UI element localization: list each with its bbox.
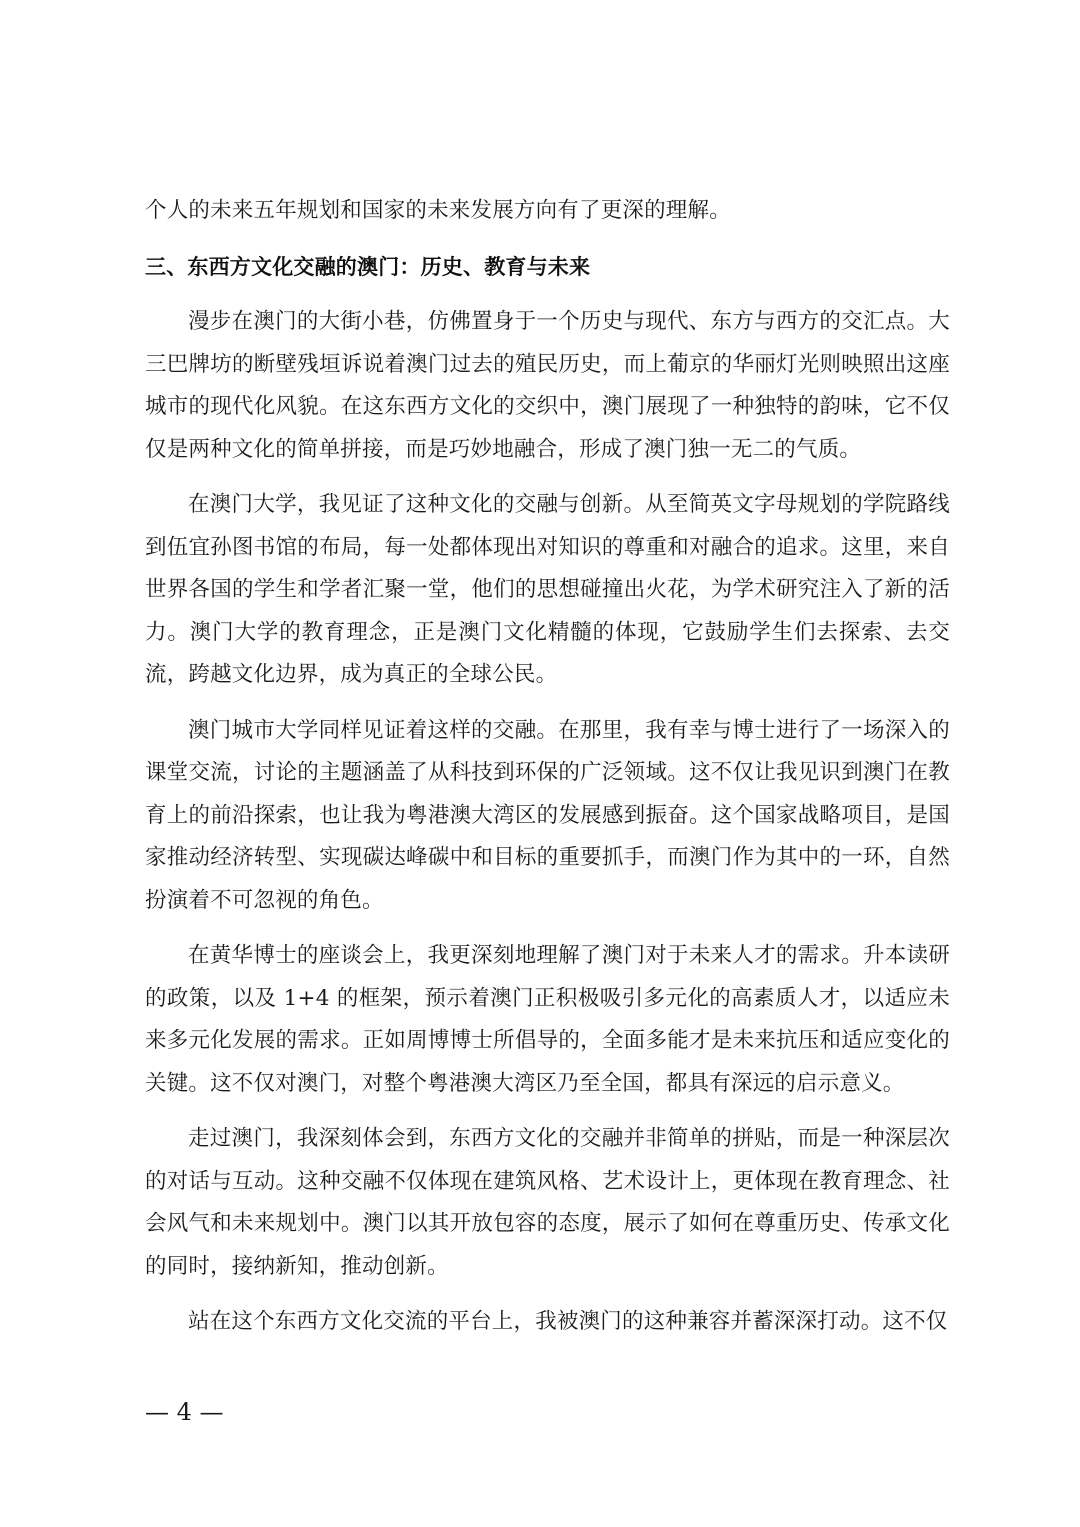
document-body	[145, 190, 950, 1357]
paragraph-1: 漫步在澳门的大街小巷，仿佛置身于一个历史与现代、东方与西方的交汇点。大三巴牌坊的断壁残垣诉说着澳门过去的殖民历史，而上葡京的华丽灯光则映照出这座城市的现代化风貌。在这东西方文化的交织中，澳门展现了一种独特的韵味，它不仅仅是两种文化的简单拼接，而是巧妙地融合，形成了澳门独一无二的气质。	[145, 309, 950, 462]
paragraph-3: 澳门城市大学同样见证着这样的交融。在那里，我有幸与博士进行了一场深入的课堂交流，讨论的主题涵盖了从科技到环保的广泛领域。这不仅让我见识到澳门在教育上的前沿探索，也让我为粤港澳大湾区的发展感到振奋。这个国家战略项目，是国家推动经济转型、实现碳达峰碳中和目标的重要抓手，而澳门作为其中的一环，自然扮演着不可忽视的角色。	[145, 717, 950, 913]
continued-paragraph: 个人的未来五年规划和国家的未来发展方向有了更深的理解。	[145, 198, 731, 223]
paragraph-2: 在澳门大学，我见证了这种文化的交融与创新。从至简英文字母规划的学院路线到伍宜孙图书馆的布局，每一处都体现出对知识的尊重和对融合的追求。这里，来自世界各国的学生和学者汇聚一堂，他们的思想碰撞出火花，为学术研究注入了新的活力。澳门大学的教育理念，正是澳门文化精髓的体现，它鼓励学生们去探索、去交流，跨越文化边界，成为真正的全球公民。	[145, 492, 950, 687]
page-number: — 4 —	[145, 1398, 224, 1426]
paragraph-5: 走过澳门，我深刻体会到，东西方文化的交融并非简单的拼贴，而是一种深层次的对话与互动。这种交融不仅体现在建筑风格、艺术设计上，更体现在教育理念、社会风气和未来规划中。澳门以其开放包容的态度，展示了如何在尊重历史、传承文化的同时，接纳新知，推动创新。	[145, 1126, 950, 1279]
section-heading: 三、东西方文化交融的澳门：历史、教育与未来	[145, 254, 591, 279]
paragraph-4: 在黄华博士的座谈会上，我更深刻地理解了澳门对于未来人才的需求。升本读研的政策，以及 1+4 的框架，预示着澳门正积极吸引多元化的高素质人才，以适应未来多元化发展的需求。正如周博博士所倡导的，全面多能才是未来抗压和适应变化的关键。这不仅对澳门，对整个粤港澳大湾区乃至全国，都具有深远的启示意义。	[145, 943, 950, 1096]
paragraph-6: 站在这个东西方文化交流的平台上，我被澳门的这种兼容并蓄深深打动。这不仅	[188, 1309, 948, 1334]
